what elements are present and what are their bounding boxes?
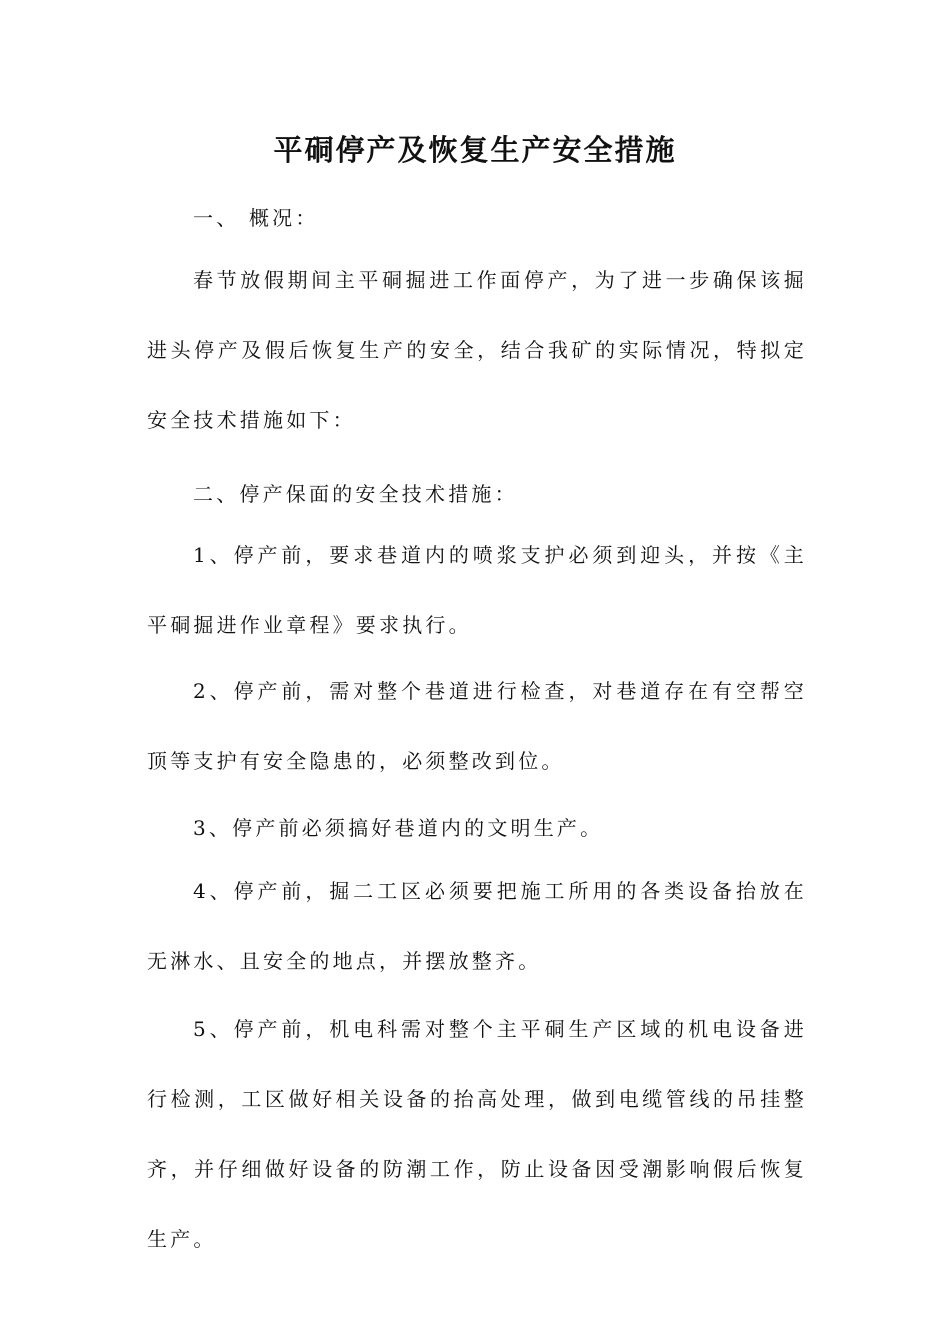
paragraph-item-1: 1、停产前，要求巷道内的喷浆支护必须到迎头，并按《主平硐掘进作业章程》要求执行。 [147,543,807,637]
paragraph-item-2: 2、停产前，需对整个巷道进行检查，对巷道存在有空帮空顶等支护有安全隐患的，必须整改到位。 [147,679,807,773]
paragraph-item-4: 4、停产前，掘二工区必须要把施工所用的各类设备抬放在无淋水、且安全的地点，并摆放整齐。 [147,879,807,973]
section-heading-overview: 一、 概况： [193,206,319,230]
section-heading-measures: 二、停产保面的安全技术措施： [193,482,518,506]
paragraph-overview: 春节放假期间主平硐掘进工作面停产，为了进一步确保该掘进头停产及假后恢复生产的安全，结合我矿的实际情况，特拟定安全技术措施如下： [147,268,807,432]
paragraph-item-5: 5、停产前，机电科需对整个主平硐生产区域的机电设备进行检测，工区做好相关设备的抬高处理，做到电缆管线的吊挂整齐，并仔细做好设备的防潮工作，防止设备因受潮影响假后恢复生产。 [147,1017,807,1251]
document-title: 平硐停产及恢复生产安全措施 [273,133,677,167]
paragraph-item-3: 3、停产前必须搞好巷道内的文明生产。 [193,816,604,840]
